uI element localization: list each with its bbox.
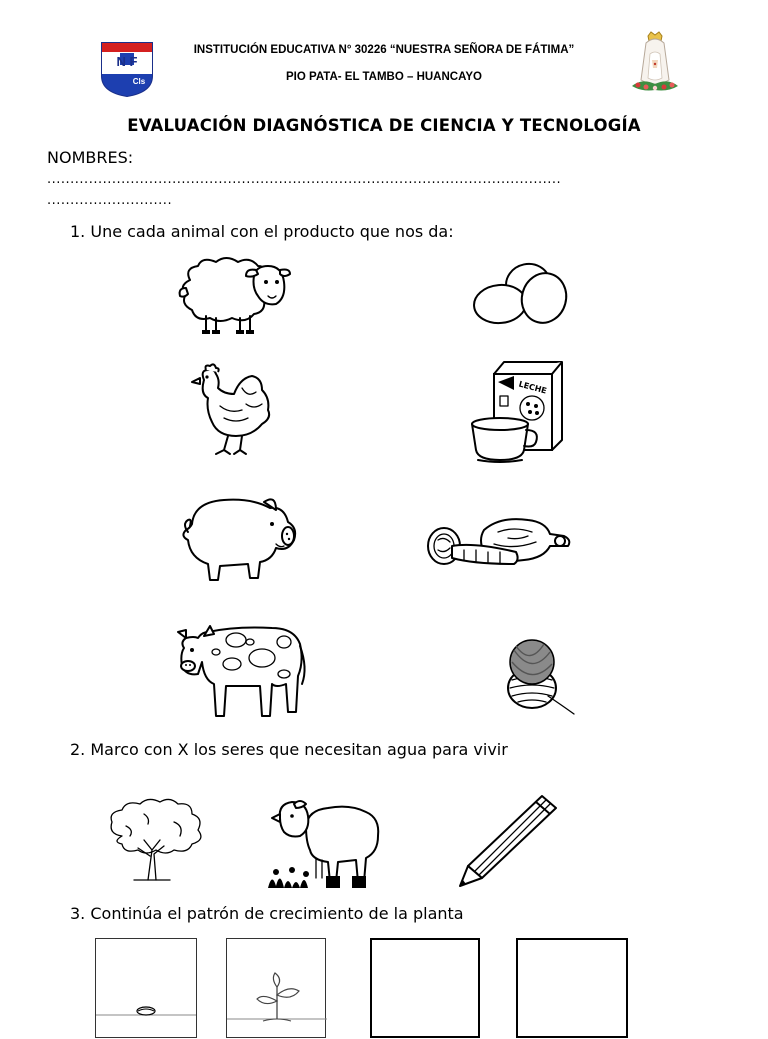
- school-name: INSTITUCIÓN EDUCATIVA N° 30226 “NUESTRA SEÑORA DE FÁTIMA”: [193, 44, 575, 56]
- sheep-image[interactable]: [176, 254, 296, 338]
- sprout-image: [227, 939, 327, 1039]
- pig-image[interactable]: [180, 494, 300, 584]
- seed-image: [96, 939, 196, 1039]
- milk-box-label: LECHE: [517, 379, 548, 396]
- names-label: NOMBRES:: [47, 148, 134, 167]
- pattern-box-seed: [95, 938, 197, 1038]
- pattern-box-empty-1[interactable]: [370, 938, 480, 1038]
- cow-image[interactable]: [176, 618, 308, 722]
- exam-title: EVALUACIÓN DIAGNÓSTICA DE CIENCIA Y TECNOLOGÍA: [127, 116, 641, 135]
- wool-yarn-image[interactable]: [504, 636, 578, 720]
- names-dotted-line-2[interactable]: ...........................: [47, 193, 173, 208]
- school-location: PIO PATA- EL TAMBO – HUANCAYO: [286, 71, 482, 83]
- lamb-image[interactable]: [266, 796, 384, 890]
- question-3-text: 3. Continúa el patrón de crecimiento de la planta: [70, 904, 464, 923]
- logo-small-text: Cls: [132, 77, 146, 86]
- hen-image[interactable]: [190, 364, 276, 458]
- pattern-box-sprout: [226, 938, 326, 1038]
- virgin-mary-image: [622, 30, 688, 96]
- eggs-image[interactable]: [470, 258, 572, 328]
- question-1-text: 1. Une cada animal con el producto que nos da:: [70, 222, 454, 241]
- pencil-image[interactable]: [456, 792, 560, 888]
- ham-image[interactable]: [424, 514, 574, 572]
- question-2-text: 2. Marco con X los seres que necesitan agua para vivir: [70, 740, 508, 759]
- tree-image[interactable]: [104, 796, 208, 882]
- names-dotted-line-1[interactable]: ...............................................................................................................: [47, 172, 562, 187]
- milk-image[interactable]: [468, 360, 568, 464]
- logo-letters: N F: [116, 54, 138, 69]
- pattern-box-empty-2[interactable]: [516, 938, 628, 1038]
